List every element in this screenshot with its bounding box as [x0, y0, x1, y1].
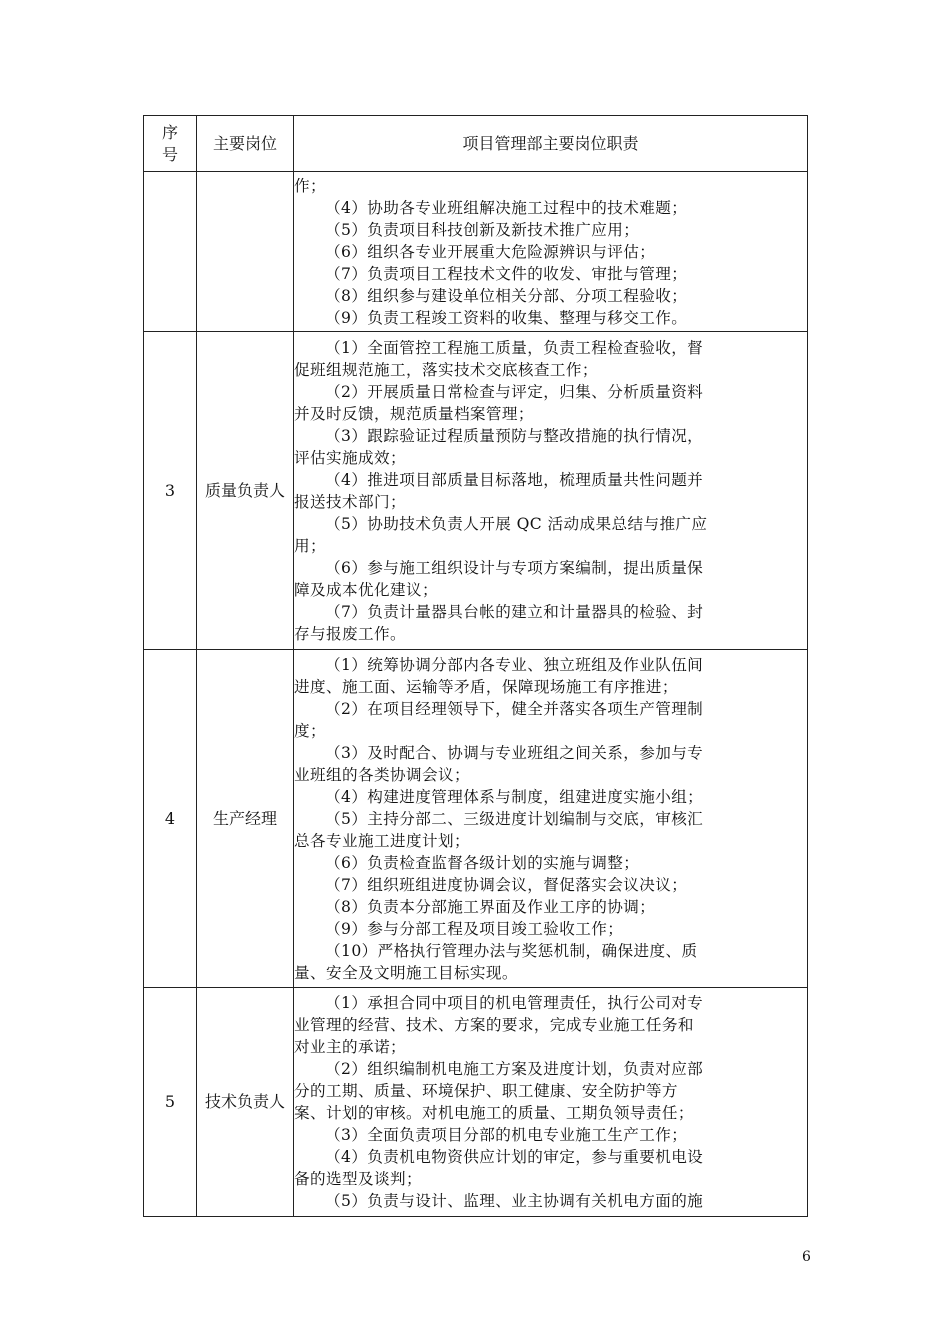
row-role: 生产经理	[197, 650, 294, 988]
table-row	[144, 988, 808, 1217]
header-role: 主要岗位	[197, 116, 294, 172]
duty-line: （8）负责本分部施工界面及作业工序的协调；	[325, 897, 656, 916]
duty-line: （8）组织参与建设单位相关分部、分项工程验收；	[325, 286, 688, 305]
duty-line: 业班组的各类协调会议；	[294, 765, 470, 784]
duty-line: （2）组织编制机电施工方案及进度计划，负责对应部	[325, 1060, 704, 1078]
row-role: 技术负责人	[197, 988, 294, 1217]
duty-line: 分的工期、质量、环境保护、职工健康、安全防护等方	[294, 1082, 678, 1100]
duty-line: （1）统筹协调分部内各专业、独立班组及作业队伍间	[325, 655, 704, 674]
page-number: 6	[802, 1249, 811, 1265]
duty-line: 用；	[294, 536, 326, 555]
row-duties	[294, 172, 808, 332]
duty-line: （6）负责检查监督各级计划的实施与调整；	[325, 853, 640, 872]
duty-line: （2）开展质量日常检查与评定，归集、分析质量资料	[325, 382, 704, 401]
duty-line: 量、安全及文明施工目标实现。	[294, 963, 518, 982]
table-row	[144, 172, 808, 332]
duty-line: 报送技术部门；	[294, 492, 406, 511]
table-row	[144, 332, 808, 650]
duty-line: （2）在项目经理领导下，健全并落实各项生产管理制	[325, 699, 704, 718]
duty-line: （9）负责工程竣工资料的收集、整理与移交工作。	[325, 308, 688, 327]
duty-line: （5）负责项目科技创新及新技术推广应用；	[325, 220, 640, 239]
duty-line: （7）负责项目工程技术文件的收发、审批与管理；	[325, 264, 688, 283]
header-index: 序号	[144, 116, 197, 172]
duty-line: （3）及时配合、协调与专业班组之间关系，参加与专	[325, 743, 704, 762]
duty-line: 作；	[294, 176, 326, 195]
table-row	[144, 650, 808, 988]
duty-line: 备的选型及谈判；	[294, 1170, 422, 1188]
duty-line: （4）协助各专业班组解决施工过程中的技术难题；	[325, 198, 688, 217]
duty-line: 进度、施工面、运输等矛盾，保障现场施工有序推进；	[294, 677, 678, 696]
duty-line: （1）全面管控工程施工质量，负责工程检查验收，督	[325, 338, 704, 357]
duty-line: （5）负责与设计、监理、业主协调有关机电方面的施	[325, 1192, 704, 1210]
row-duties	[294, 650, 808, 988]
duty-line: （6）参与施工组织设计与专项方案编制，提出质量保	[325, 558, 704, 577]
duty-line: （4）推进项目部质量目标落地，梳理质量共性问题并	[325, 470, 704, 489]
duty-line: 并及时反馈，规范质量档案管理；	[294, 404, 534, 423]
duty-line: 总各专业施工进度计划；	[294, 831, 470, 850]
duty-line: 存与报废工作。	[294, 624, 406, 643]
row-index: 4	[144, 650, 197, 988]
duty-line: 障及成本优化建议；	[294, 580, 438, 599]
row-duties	[294, 332, 808, 650]
duty-line: （4）负责机电物资供应计划的审定，参与重要机电设	[325, 1148, 704, 1166]
duty-line: 案、计划的审核。对机电施工的质量、工期负领导责任；	[294, 1104, 694, 1122]
duty-line: （5）协助技术负责人开展 QC 活动成果总结与推广应	[325, 514, 708, 533]
duty-line: （4）构建进度管理体系与制度，组建进度实施小组；	[325, 787, 704, 806]
duties-table	[143, 115, 808, 1217]
row-index: 3	[144, 332, 197, 650]
row-index	[144, 172, 197, 332]
duty-line: （6）组织各专业开展重大危险源辨识与评估；	[325, 242, 656, 261]
duty-line: （3）跟踪验证过程质量预防与整改措施的执行情况，	[325, 426, 704, 445]
row-role	[197, 172, 294, 332]
header-duties: 项目管理部主要岗位职责	[294, 116, 808, 172]
duty-line: 业管理的经营、技术、方案的要求，完成专业施工任务和	[294, 1016, 694, 1034]
row-duties	[294, 988, 808, 1217]
table-header-row	[144, 116, 808, 172]
duty-line: （5）主持分部二、三级进度计划编制与交底，审核汇	[325, 809, 704, 828]
duty-line: （3）全面负责项目分部的机电专业施工生产工作；	[325, 1126, 688, 1144]
duty-line: 度；	[294, 721, 326, 740]
duty-line: 对业主的承诺；	[294, 1038, 406, 1056]
duty-line: 促班组规范施工，落实技术交底核查工作；	[294, 360, 598, 379]
duty-line: 评估实施成效；	[294, 448, 406, 467]
duty-line: （9）参与分部工程及项目竣工验收工作；	[325, 919, 624, 938]
duty-line: （7）负责计量器具台帐的建立和计量器具的检验、封	[325, 602, 704, 621]
row-index: 5	[144, 988, 197, 1217]
row-role: 质量负责人	[197, 332, 294, 650]
duty-line: （7）组织班组进度协调会议，督促落实会议决议；	[325, 875, 688, 894]
duty-line: （10）严格执行管理办法与奖惩机制，确保进度、质	[325, 941, 698, 960]
duty-line: （1）承担合同中项目的机电管理责任，执行公司对专	[325, 994, 704, 1012]
